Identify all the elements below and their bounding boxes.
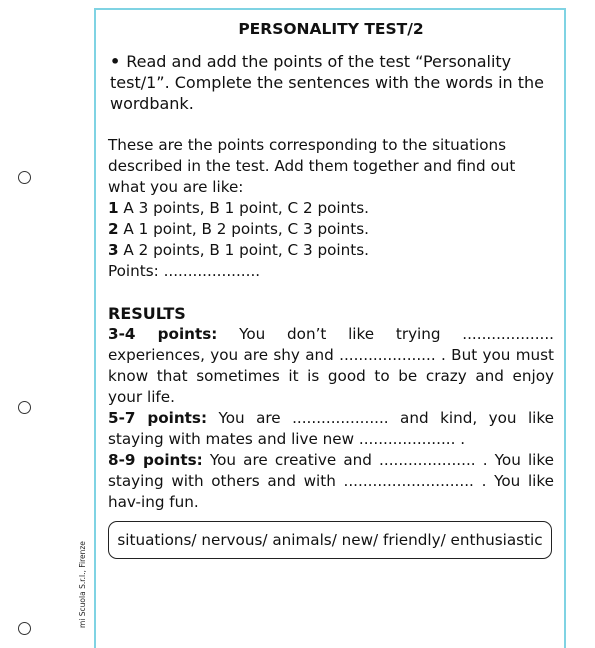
results-heading: RESULTS (108, 304, 186, 323)
result-item: 3-4 points: You don’t like trying ................... experiences, you are shy and .................... . But you must know that sometimes it is good to be crazy and enjoy your life. (108, 325, 555, 406)
wordbank-box: situations/ nervous/ animals/ new/ friendly/ enthusiastic (108, 521, 552, 559)
copyright-text: mi Scuola S.r.l., Firenze (78, 541, 87, 628)
points-total: Points: .................... (108, 262, 261, 280)
intro-section (108, 135, 554, 282)
instruction (108, 51, 554, 114)
result-item: 5-7 points: You are .................... and kind, you like staying with mates and live new .................... . (108, 409, 554, 448)
results-section (108, 303, 554, 513)
points-line: 3 A 2 points, B 1 point, C 3 points. (108, 241, 369, 259)
bullet-icon: • (110, 52, 121, 71)
worksheet-content (108, 20, 554, 513)
points-line: 2 A 1 point, B 2 points, C 3 points. (108, 220, 369, 238)
intro-text: These are the points corresponding to the situations described in the test. Add them together and find out what you are like: (108, 136, 516, 196)
points-line: 1 A 3 points, B 1 point, C 2 points. (108, 199, 369, 217)
binder-hole (18, 171, 31, 184)
instruction-text: Read and add the points of the test “Personality test/1”. Complete the sentences with the words in the wordbank. (110, 52, 544, 113)
result-item: 8-9 points: You are creative and .................... . You like staying with others and with ........................... . You like hav-ing fun. (108, 451, 554, 511)
page-title: PERSONALITY TEST/2 (238, 20, 424, 38)
binder-hole (18, 622, 31, 635)
binder-hole (18, 401, 31, 414)
